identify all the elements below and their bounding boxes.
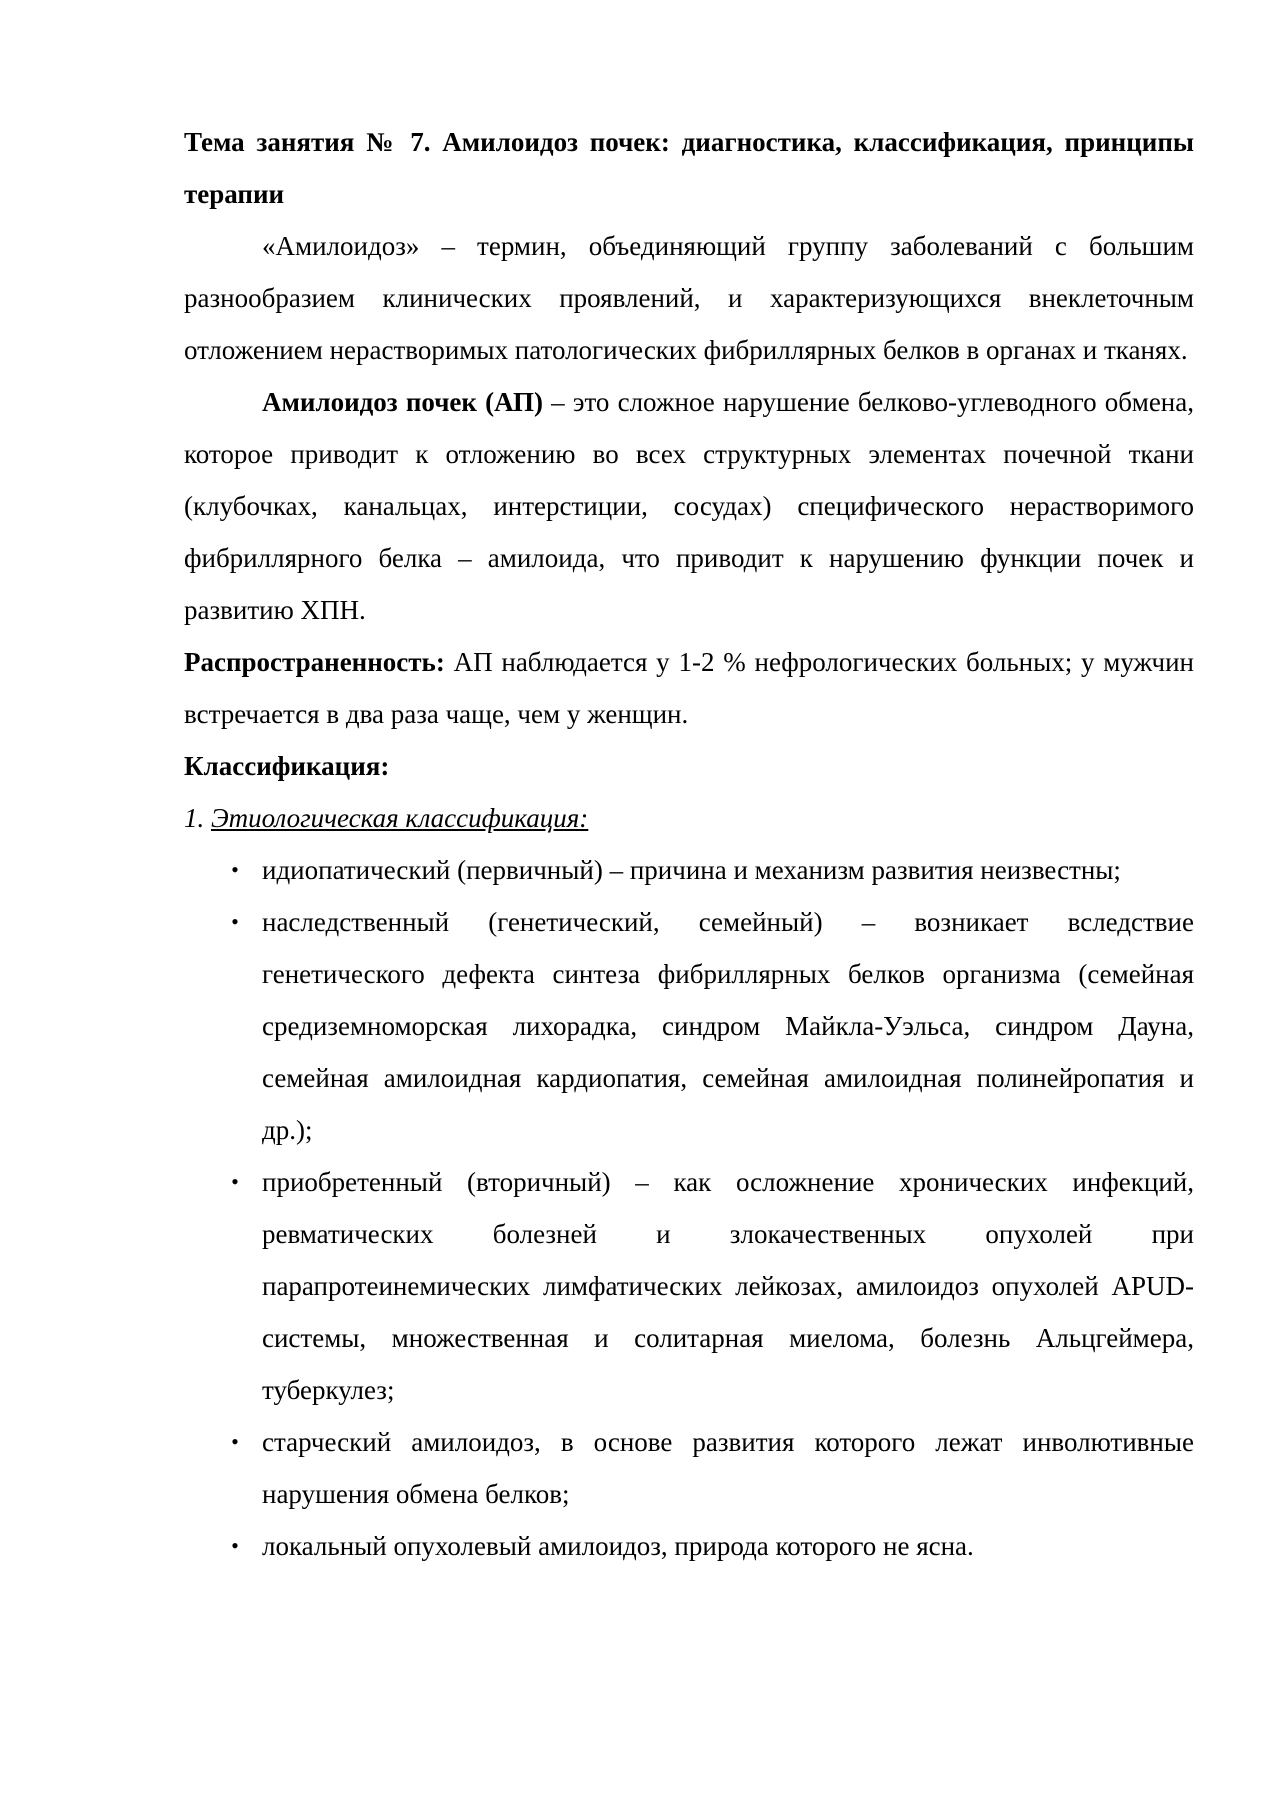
list-item: [231, 844, 1194, 896]
list-item-text: идиопатический (первичный) – причина и механизм развития неизвестны;: [262, 855, 1121, 885]
bullet-icon: •: [231, 1533, 239, 1558]
prevalence-text: АП наблюдается у 1-2 % нефрологических больных; у мужчин встречается в два раза чаще, чем у женщин.: [184, 647, 1194, 729]
etiology-list: [184, 844, 1194, 1572]
list-item-text: локальный опухолевый амилоидоз, природа которого не ясна.: [262, 1531, 974, 1561]
intro-paragraph: «Амилоидоз» – термин, объединяющий группу заболеваний с большим разнообразием клинических проявлений, и характеризующихся внеклеточным отложением нерастворимых патологических фибриллярных белков в органах и тканях.: [184, 231, 1194, 365]
list-item-text: старческий амилоидоз, в основе развития которого лежат инволютивные нарушения обмена белков;: [262, 1427, 1194, 1509]
list-item: [231, 1156, 1194, 1416]
definition-paragraph: [184, 376, 1194, 636]
bullet-icon: •: [231, 909, 239, 934]
etiological-subheading: [184, 792, 1194, 844]
document-title: Тема занятия № 7. Амилоидоз почек: диагностика, классификация, принципы терапии: [184, 127, 1194, 209]
document-body: [184, 116, 1194, 1572]
list-item-text: приобретенный (вторичный) – как осложнение хронических инфекций, ревматических болезней и злокачественных опухолей при парапротеинемических лимфатических лейкозах, амилоидоз опухолей APUD-системы, множественная и солитарная миелома, болезнь Альцгеймера, туберкулез;: [262, 1167, 1194, 1405]
list-item: [231, 1416, 1194, 1520]
bullet-icon: •: [231, 1429, 239, 1454]
list-item-text: наследственный (генетический, семейный) – возникает вследствие генетического дефекта синтеза фибриллярных белков организма (семейная средиземноморская лихорадка, синдром Майкла-Уэльса, синдром Дауна, семейная амилоидная кардиопатия, семейная амилоидная полинейропатия и др.);: [262, 907, 1194, 1145]
subheading-text: Этиологическая классификация:: [211, 803, 589, 833]
prevalence-paragraph: [184, 636, 1194, 740]
bullet-icon: •: [231, 857, 239, 882]
definition-term: Амилоидоз почек (АП): [262, 387, 543, 417]
list-item: [231, 896, 1194, 1156]
definition-text: – это сложное нарушение белково-углеводного обмена, которое приводит к отложению во всех структурных элементах почечной ткани (клубочках, канальцах, интерстиции, сосудах) специфического нерастворимого фибриллярного белка – амилоида, что приводит к нарушению функции почек и развитию ХПН.: [184, 387, 1194, 625]
prevalence-label: Распространенность:: [184, 647, 445, 677]
list-item: [231, 1520, 1194, 1572]
subheading-number: 1.: [184, 803, 211, 833]
bullet-icon: •: [231, 1169, 239, 1194]
classification-heading: Классификация:: [184, 751, 390, 781]
